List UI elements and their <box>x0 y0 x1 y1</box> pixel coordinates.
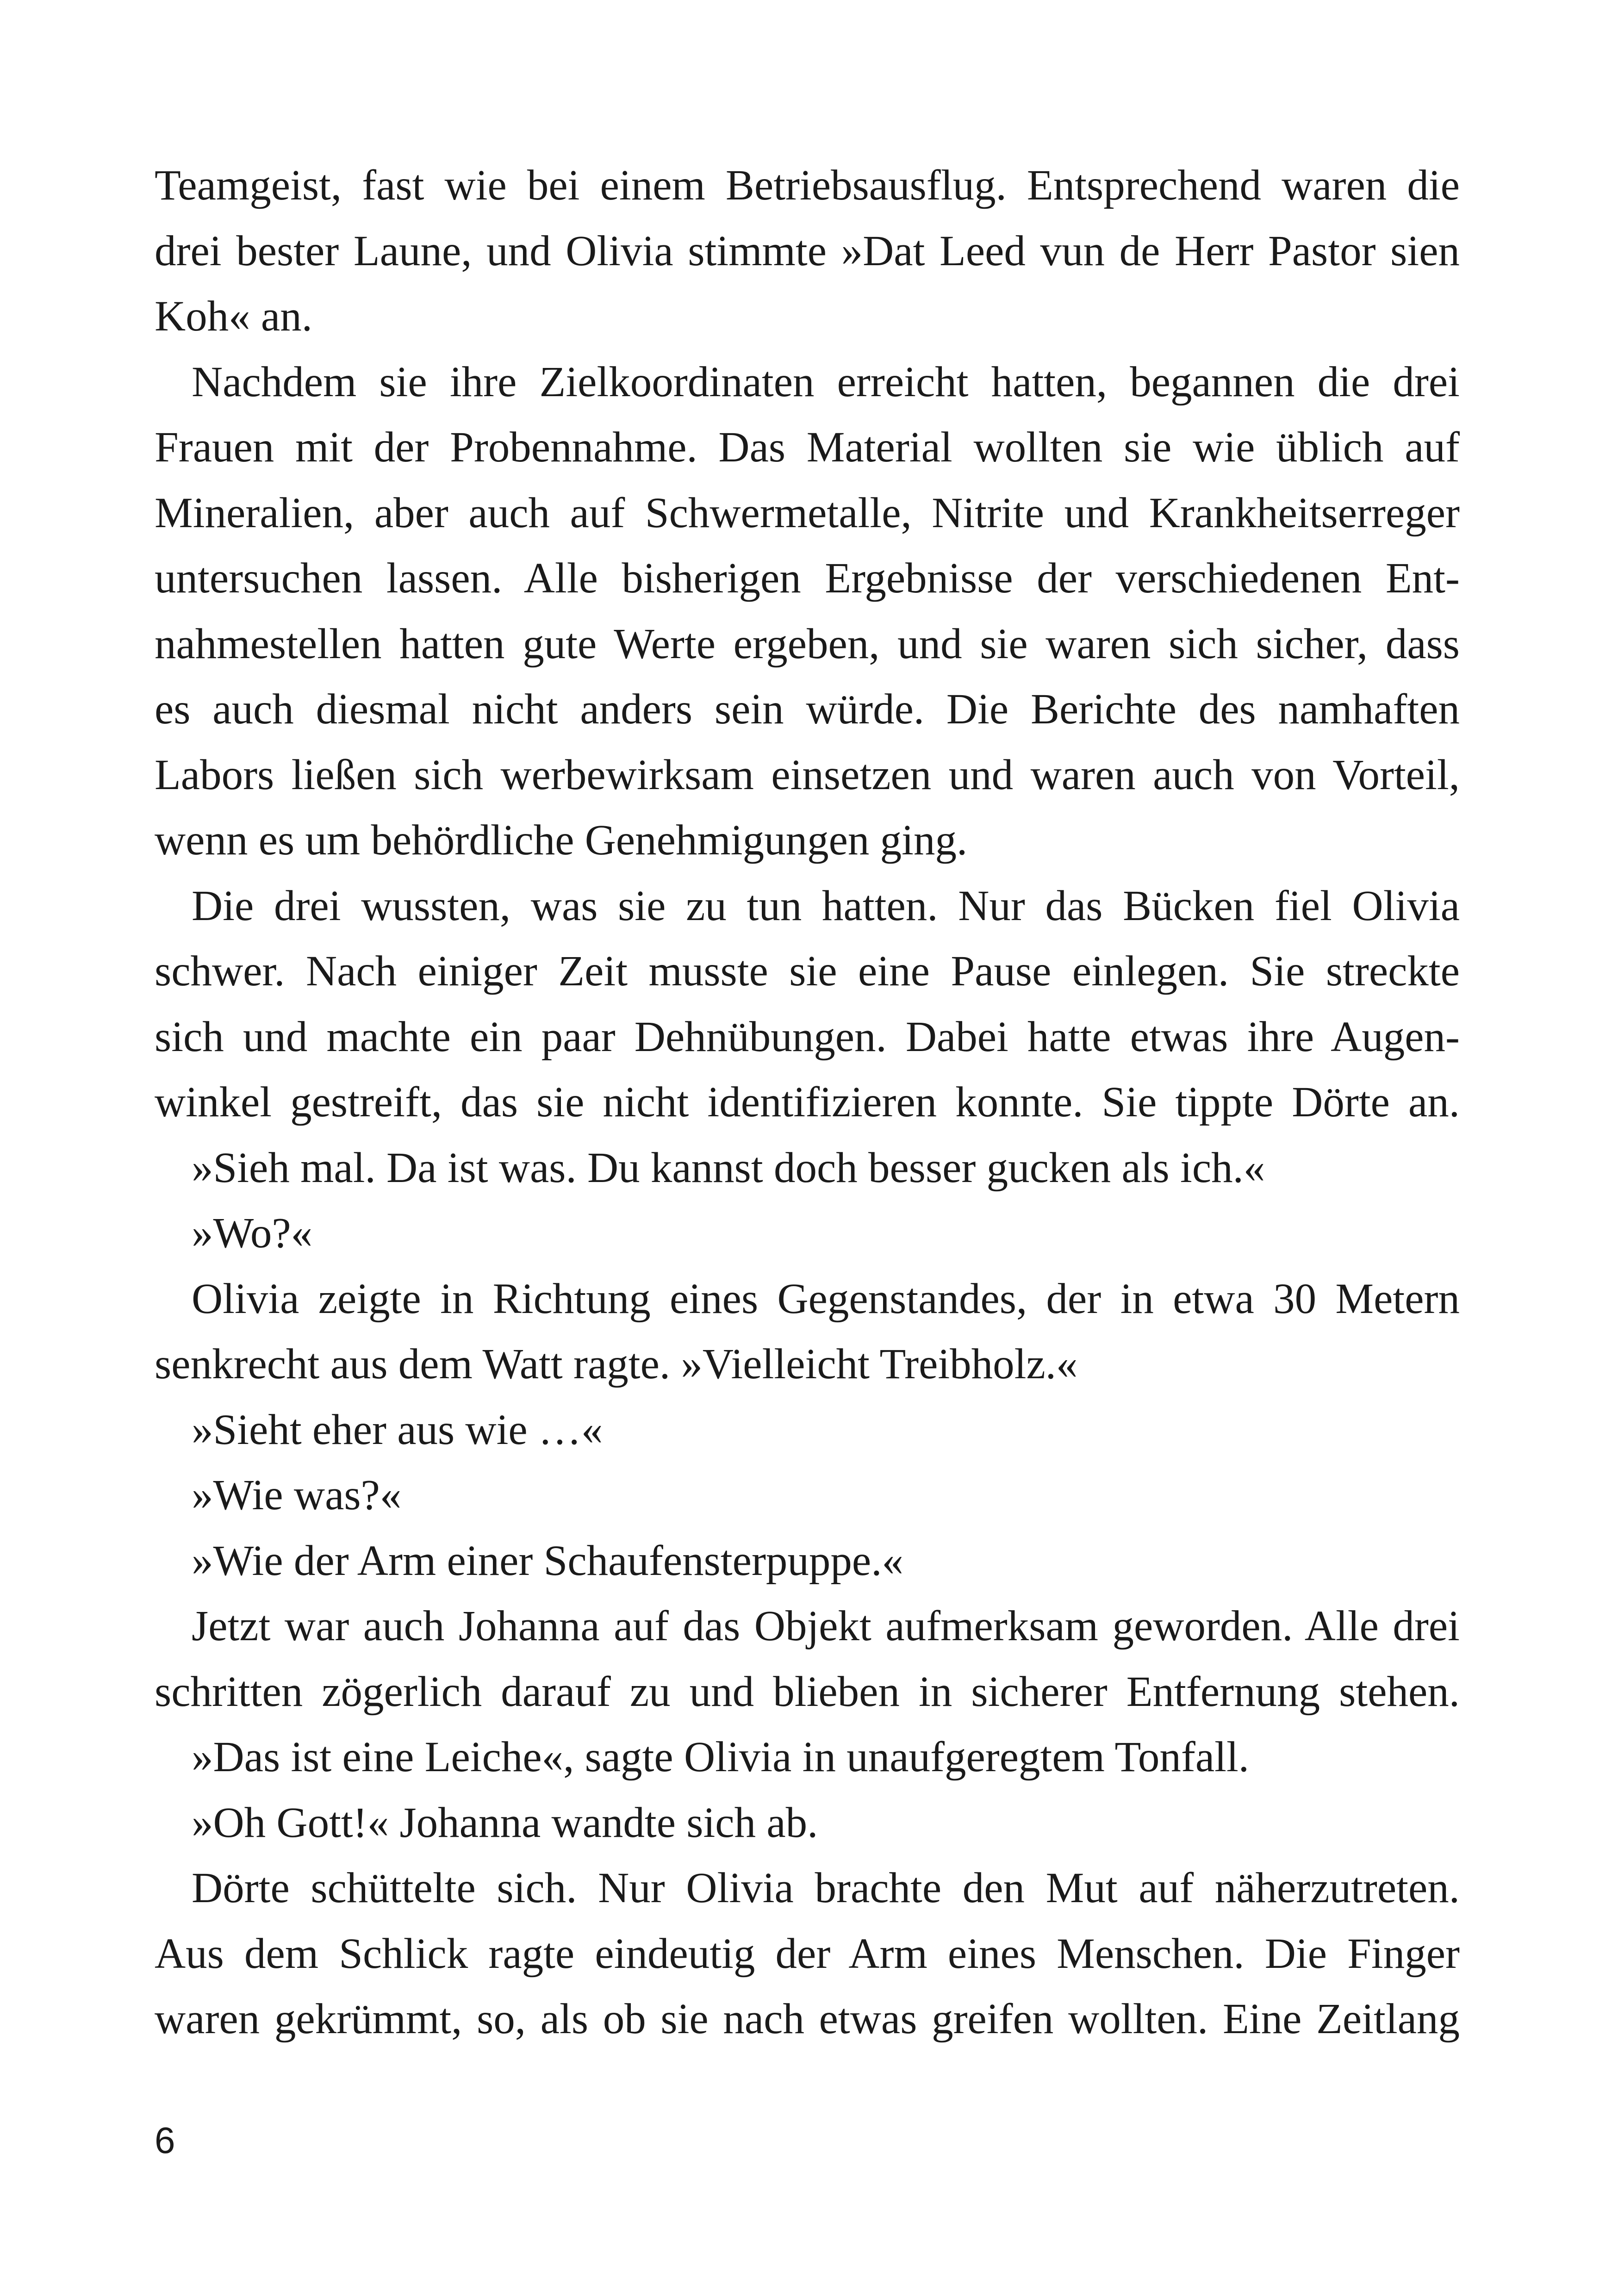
text-line: waren gekrümmt, so, als ob sie nach etwas greifen wollten. Eine Zeitlang <box>155 1995 1460 2043</box>
text-line: »Das ist eine Leiche«, sagte Olivia in unaufgeregtem Tonfall. <box>192 1733 1250 1781</box>
text-line: winkel gestreift, das sie nicht identifizieren konnte. Sie tippte Dörte an. <box>155 1078 1460 1126</box>
text-line: Nachdem sie ihre Zielkoordinaten erreicht hatten, begannen die drei <box>192 358 1460 406</box>
text-line: Koh« an. <box>155 292 312 340</box>
text-line: »Wie was?« <box>192 1471 402 1519</box>
text-line: Labors ließen sich werbewirksam einsetzen und waren auch von Vorteil, <box>155 751 1460 799</box>
text-line: »Sieh mal. Da ist was. Du kannst doch besser gucken als ich.« <box>192 1144 1265 1192</box>
text-line: schritten zögerlich darauf zu und blieben in sicherer Entfernung stehen. <box>155 1668 1460 1716</box>
text-line: »Oh Gott!« Johanna wandte sich ab. <box>192 1798 818 1847</box>
page-number: 6 <box>155 2120 175 2161</box>
text-line: nahmestellen hatten gute Werte ergeben, und sie waren sich sicher, dass <box>155 620 1460 668</box>
text-line: sich und machte ein paar Dehnübungen. Dabei hatte etwas ihre Augen- <box>155 1013 1460 1061</box>
body-text <box>155 153 1460 2052</box>
text-line: senkrecht aus dem Watt ragte. »Vielleicht Treibholz.« <box>155 1340 1078 1388</box>
text-line: Aus dem Schlick ragte eindeutig der Arm eines Menschen. Die Finger <box>155 1929 1460 1978</box>
text-line: »Wo?« <box>192 1209 313 1257</box>
text-line: es auch diesmal nicht anders sein würde. Die Berichte des namhaften <box>155 685 1460 733</box>
text-line: drei bester Laune, und Olivia stimmte »Dat Leed vun de Herr Pastor sien <box>155 227 1460 275</box>
text-line: Mineralien, aber auch auf Schwermetalle, Nitrite und Krankheitserreger <box>155 489 1460 537</box>
text-line: schwer. Nach einiger Zeit musste sie eine Pause einlegen. Sie streckte <box>155 947 1460 995</box>
text-line: Die drei wussten, was sie zu tun hatten. Nur das Bücken fiel Olivia <box>192 882 1460 930</box>
text-line: »Sieht eher aus wie …« <box>192 1406 603 1454</box>
text-line: Dörte schüttelte sich. Nur Olivia brachte den Mut auf näherzutreten. <box>192 1864 1460 1912</box>
text-line: untersuchen lassen. Alle bisherigen Ergebnisse der verschiedenen Ent- <box>155 554 1460 602</box>
text-line: Teamgeist, fast wie bei einem Betriebsausflug. Entsprechend waren die <box>155 162 1460 209</box>
text-line: Olivia zeigte in Richtung eines Gegenstandes, der in etwa 30 Metern <box>192 1275 1460 1323</box>
text-line: wenn es um behördliche Genehmigungen ging. <box>155 816 968 864</box>
text-line: Jetzt war auch Johanna auf das Objekt aufmerksam geworden. Alle drei <box>192 1602 1460 1650</box>
text-line: »Wie der Arm einer Schaufensterpuppe.« <box>192 1537 903 1585</box>
text-line: Frauen mit der Probennahme. Das Material wollten sie wie üblich auf <box>155 423 1460 471</box>
